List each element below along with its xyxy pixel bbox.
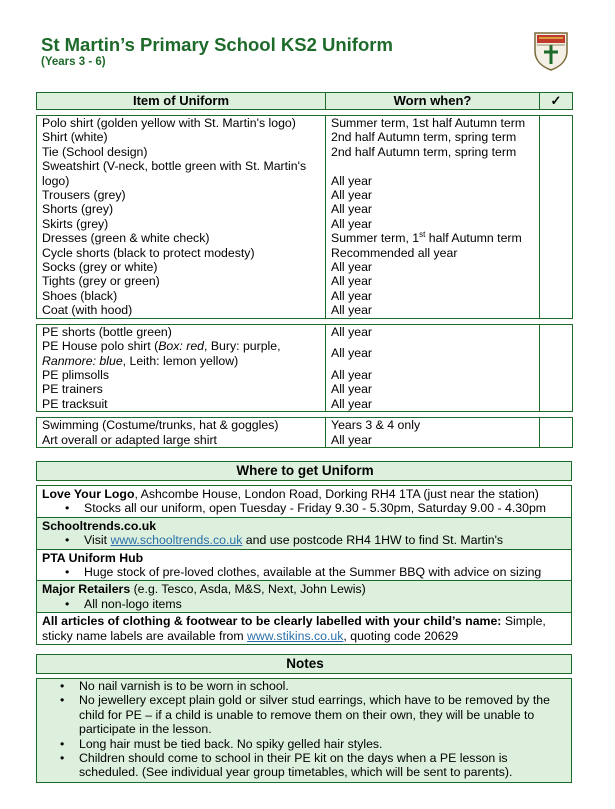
uniform-item: Tie (School design) (37, 145, 326, 159)
uniform-item: Skirts (grey) (37, 217, 326, 231)
check-cell[interactable] (540, 145, 573, 159)
check-cell[interactable] (540, 368, 573, 382)
note-item: • No jewellery except plain gold or silver stud earrings, which have to be removed by the child for PE – if a child is unable to remove them on their own, they will be unable to participate in the lesson. (37, 693, 567, 736)
table-row (37, 202, 573, 216)
check-cell[interactable] (540, 202, 573, 216)
school-crest-icon (533, 31, 569, 71)
uniform-item: Shirt (white) (37, 130, 326, 144)
uniform-item: Coat (with hood) (37, 303, 326, 318)
notes-heading: Notes (37, 655, 572, 674)
uniform-item: Art overall or adapted large shirt (37, 433, 326, 448)
uniform-item: PE shorts (bottle green) (37, 324, 326, 339)
uniform-item: Dresses (green & white check) (37, 231, 326, 245)
supplier-major-retailers: Major Retailers (e.g. Tesco, Asda, M&S, Next, John Lewis) • All non-logo items (37, 581, 572, 613)
table-row (37, 418, 573, 433)
worn-when: All year (326, 382, 540, 396)
table-row (37, 274, 573, 288)
uniform-item: PE House polo shirt (Box: red, Bury: purple, Ranmore: blue, Leith: lemon yellow) (37, 339, 326, 368)
page-title: St Martin’s Primary School KS2 Uniform (41, 34, 393, 55)
check-cell[interactable] (540, 217, 573, 231)
check-cell[interactable] (540, 246, 573, 260)
check-cell[interactable] (540, 188, 573, 202)
check-cell[interactable] (540, 339, 573, 368)
table-row (37, 303, 573, 318)
check-cell[interactable] (540, 397, 573, 412)
uniform-item: Tights (grey or green) (37, 274, 326, 288)
labelling-note: All articles of clothing & footwear to be clearly labelled with your child’s name: Simple, sticky name labels are available from www.stikins.co.uk, quoting code 20629 (37, 613, 572, 645)
worn-when: All year (326, 202, 540, 216)
check-cell[interactable] (540, 382, 573, 396)
table-row (37, 397, 573, 412)
supplier-love-your-logo (37, 486, 572, 518)
worn-when: 2nd half Autumn term, spring term (326, 145, 540, 159)
column-header-check: ✓ (540, 93, 573, 110)
uniform-item: PE plimsolls (37, 368, 326, 382)
note-item: • Long hair must be tied back. No spiky gelled hair styles. (37, 737, 567, 751)
list-item: • Stocks all our uniform, open Tuesday - Friday 9.30 - 5.30pm, Saturday 9.00 - 4.30pm (42, 501, 568, 515)
table-row (37, 145, 573, 159)
stikins-link[interactable]: www.stikins.co.uk (247, 628, 344, 643)
check-cell[interactable] (540, 130, 573, 144)
uniform-item: PE tracksuit (37, 397, 326, 412)
uniform-item: Shorts (grey) (37, 202, 326, 216)
column-header-worn-when: Worn when? (326, 93, 540, 110)
worn-when: Summer term, 1st half Autumn term (326, 116, 540, 131)
uniform-item: Swimming (Costume/trunks, hat & goggles) (37, 418, 326, 433)
worn-when: Years 3 & 4 only (326, 418, 540, 433)
list-item: • Visit www.schooltrends.co.uk and use postcode RH4 1HW to find St. Martin's (42, 533, 568, 547)
table-row (37, 289, 573, 303)
worn-when: All year (326, 433, 540, 448)
check-cell[interactable] (540, 274, 573, 288)
uniform-item: Cycle shorts (black to protect modesty) (37, 246, 326, 260)
worn-when: All year (326, 339, 540, 368)
table-row (37, 324, 573, 339)
uniform-table (36, 92, 573, 448)
table-row (37, 246, 573, 260)
check-cell[interactable] (540, 289, 573, 303)
table-row (37, 260, 573, 274)
notes-list (37, 679, 567, 780)
supplier-name: Love Your Logo (42, 487, 135, 501)
check-cell[interactable] (540, 260, 573, 274)
uniform-item: Sweatshirt (V-neck, bottle green with St. Martin's logo) (37, 159, 326, 188)
schooltrends-link[interactable]: www.schooltrends.co.uk (110, 533, 243, 548)
check-cell[interactable] (540, 159, 573, 188)
worn-when: All year (326, 274, 540, 288)
worn-when: All year (326, 188, 540, 202)
supplier-pta-hub (37, 549, 572, 581)
check-cell[interactable] (540, 116, 573, 131)
table-row (37, 116, 573, 131)
uniform-item: Shoes (black) (37, 289, 326, 303)
list-item: • Huge stock of pre-loved clothes, available at the Summer BBQ with advice on sizing (42, 565, 568, 579)
table-row (37, 368, 573, 382)
supplier-address: , Ashcombe House, London Road, Dorking RH4 1TA (just near the station) (134, 487, 539, 501)
uniform-item: Trousers (grey) (37, 188, 326, 202)
check-cell[interactable] (540, 231, 573, 245)
uniform-item: PE trainers (37, 382, 326, 396)
table-row (37, 231, 573, 245)
worn-when: All year (326, 217, 540, 231)
worn-when: All year (326, 159, 540, 188)
worn-when: All year (326, 368, 540, 382)
worn-when: All year (326, 260, 540, 274)
list-item: • All non-logo items (42, 597, 568, 611)
where-heading: Where to get Uniform (37, 462, 572, 481)
worn-when: Summer term, 1st half Autumn term (326, 231, 540, 245)
table-row (37, 382, 573, 396)
uniform-item: Socks (grey or white) (37, 260, 326, 274)
worn-when: All year (326, 303, 540, 318)
where-to-get-uniform-table (36, 461, 572, 645)
supplier-schooltrends (37, 517, 572, 549)
page-subtitle: (Years 3 - 6) (41, 56, 106, 68)
notes-table (36, 654, 572, 783)
table-row (37, 188, 573, 202)
table-row (37, 339, 573, 368)
note-item: • No nail varnish is to be worn in school. (37, 679, 567, 693)
uniform-item: Polo shirt (golden yellow with St. Martin's logo) (37, 116, 326, 131)
table-row (37, 433, 573, 448)
note-item: • Children should come to school in their PE kit on the days when a PE lesson is scheduled. (See individual year group timetables, which will be sent to parents). (37, 751, 567, 780)
worn-when: Recommended all year (326, 246, 540, 260)
worn-when: All year (326, 397, 540, 412)
column-header-item: Item of Uniform (37, 93, 326, 110)
supplier-name: Major Retailers (42, 582, 131, 597)
check-cell[interactable] (540, 303, 573, 318)
check-cell[interactable] (540, 433, 573, 448)
worn-when: 2nd half Autumn term, spring term (326, 130, 540, 144)
supplier-name: Schooltrends.co.uk (42, 518, 157, 533)
worn-when: All year (326, 289, 540, 303)
table-row (37, 217, 573, 231)
table-row (37, 159, 573, 188)
table-row (37, 130, 573, 144)
check-cell[interactable] (540, 418, 573, 433)
worn-when: All year (326, 324, 540, 339)
supplier-name: PTA Uniform Hub (42, 550, 144, 565)
check-cell[interactable] (540, 324, 573, 339)
